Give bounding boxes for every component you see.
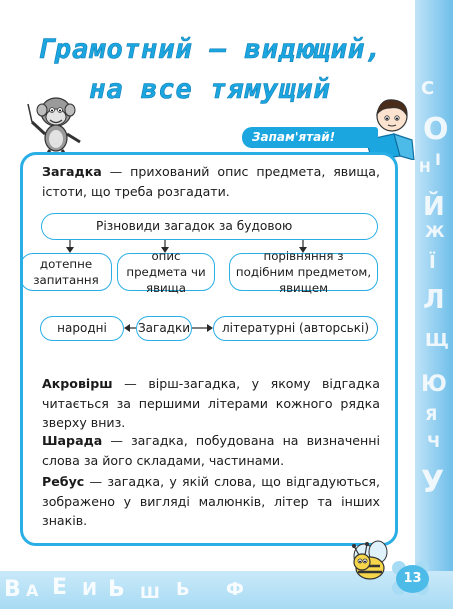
- acrostic-text: — вірш-загадка, у якому відгадка читається за першими літерами кожного рядка зверху вниз.: [42, 376, 380, 430]
- decor-letter: Ю: [421, 372, 447, 397]
- rebus-term: Ребус: [42, 474, 85, 489]
- riddle-text: — прихований опис предмета, явища, істоти, що треба розгадати.: [42, 164, 380, 199]
- decor-letter: У: [421, 465, 445, 500]
- oval-riddles: Загадки: [136, 316, 192, 341]
- decor-letter: Ь: [176, 579, 190, 600]
- decor-letter: Е: [52, 575, 68, 600]
- decor-letter: Ф: [226, 579, 244, 600]
- decor-letter: Ї: [429, 252, 436, 273]
- charade-definition: [42, 431, 380, 470]
- decor-letter: Я: [425, 405, 438, 424]
- oval-folk: народні: [40, 316, 124, 341]
- decor-letter: О: [423, 112, 449, 147]
- acrostic-definition: [42, 374, 380, 433]
- decor-letter: Ч: [427, 432, 440, 451]
- decor-letter: С: [421, 78, 435, 99]
- rebus-text: — загадка, у якій слова, що відгадуються, зображено у вигляді малюнків, літер та інших знаків.: [42, 474, 380, 528]
- page-title-line1: Грамотний — видющий,: [37, 34, 383, 65]
- riddle-type-label: дотепне запитання: [33, 257, 99, 287]
- oval-literary: літературні (авторські): [213, 316, 378, 341]
- decor-letter: И: [82, 579, 98, 600]
- riddle-type-label: порівняння з подібним предметом, явищем: [235, 249, 372, 295]
- decor-letter: Н: [419, 160, 431, 176]
- page-number: 13: [396, 565, 429, 593]
- riddle-type-label: опис предмета чи явища: [126, 249, 206, 295]
- diagram-header: Різновиди загадок за будовою: [41, 213, 378, 240]
- riddle-term: Загадка: [42, 164, 102, 179]
- riddle-type-box: [20, 253, 112, 291]
- page-title-line2: на все тямущий: [89, 74, 331, 105]
- decor-letter: В: [4, 577, 21, 602]
- decor-letter: Щ: [425, 330, 449, 351]
- rebus-definition: [42, 472, 380, 531]
- decor-letter: А: [26, 581, 39, 600]
- decor-letter: Ш: [140, 583, 160, 602]
- bee-illustration: [338, 528, 398, 588]
- riddle-type-box: [229, 249, 378, 295]
- charade-text: — загадка, побудована на визначенні слова за його складами, частинами.: [42, 433, 380, 468]
- riddle-type-box: [117, 249, 215, 295]
- charade-term: Шарада: [42, 433, 103, 448]
- remember-badge: Запам'ятай!: [242, 127, 378, 148]
- decor-letter: Л: [423, 285, 445, 315]
- decor-letter: Ь: [108, 577, 125, 602]
- decor-letter: І: [435, 150, 441, 169]
- decor-letter: Ж: [425, 222, 445, 241]
- acrostic-term: Акровірш: [42, 376, 113, 391]
- decor-letter: Й: [423, 192, 445, 222]
